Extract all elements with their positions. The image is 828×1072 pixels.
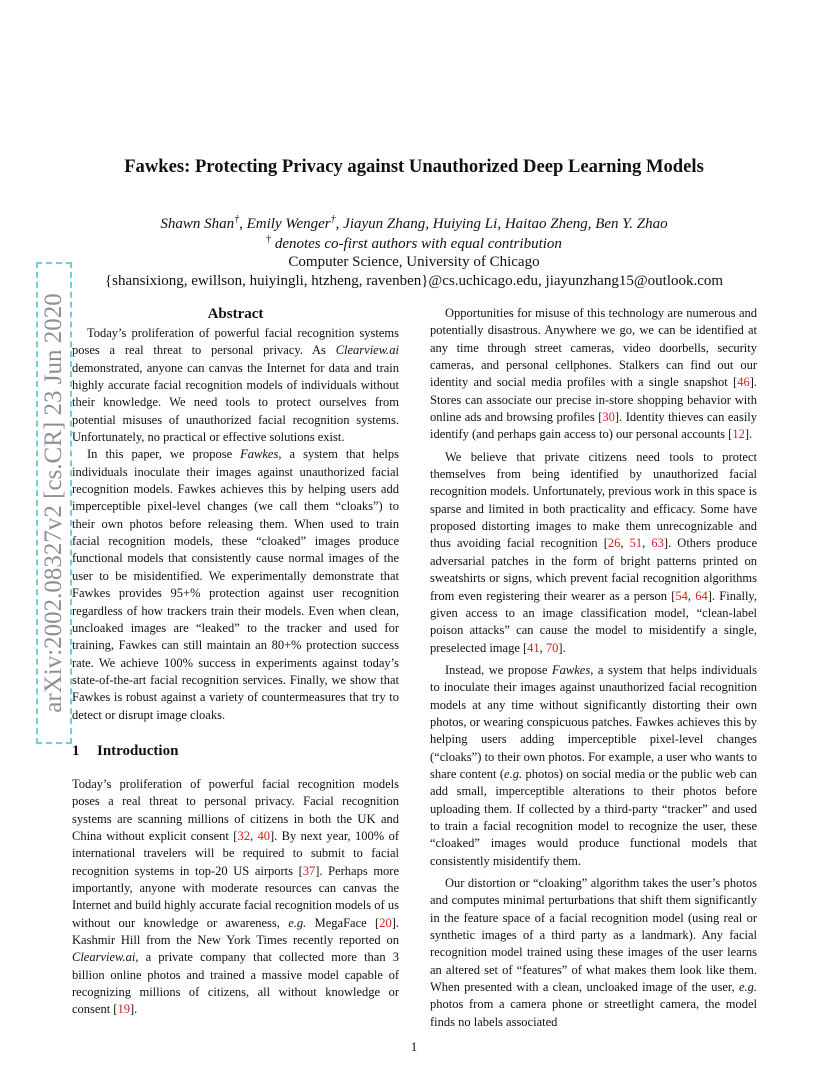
- contribution-text: denotes co-first authors with equal contribution: [271, 236, 562, 252]
- emphasis: Clearview.ai: [72, 950, 136, 965]
- citation-link[interactable]: 20: [379, 915, 392, 930]
- text-run: , a system that helps individuals to inoculate their images against unauthorized facial recognition models at any time without significantly distorting their own photos, or wearing conspicuous patches. Fawkes achieves this by helping users adding imperceptible pixel-level changes (“cloaks”) to their own photos. For example, a user who wants to share content (: [430, 662, 757, 781]
- text-run: photos) on social media or the public web can add small, imperceptible alterations to their photos before uploading them. If collected by a third-party “tracker” and used to train a facial recognition model to recognize the user, these “cloaked” images would produce functional models that consistently misidentify them.: [430, 766, 757, 868]
- page-number: 1: [410, 1039, 418, 1054]
- arxiv-stamp: [18, 262, 67, 744]
- text-run: ]. Perhaps more importantly, anyone with moderate resources can canvas the Internet and build highly accurate facial recognition models of us without our knowledge or awareness,: [72, 863, 399, 930]
- text-run: photos from a camera phone or streetlight camera, the model finds no labels associated: [430, 997, 757, 1029]
- citation-link[interactable]: 70: [545, 640, 559, 655]
- text-run: ]. By next year, 100% of international travelers will be required to submit to facial recognition systems in top-20 US airports [: [72, 828, 400, 878]
- text-run: ,: [687, 588, 696, 603]
- author-names-rest: , Jiayun Zhang, Huiying Li, Haitao Zheng, Ben Y. Zhao: [335, 216, 668, 232]
- text-run: Our distortion or “cloaking” algorithm takes the user’s photos and computes minimal perturbations that shift them significantly in the feature space of a facial recognition model (using real or synthetic images of a third party as a landmark). Any facial recognition model trained using these images of the user learns an altered set of “features” of what makes them look like them. When presented with a clean, uncloaked image of the user,: [430, 876, 757, 995]
- section-title: Introduction: [97, 742, 179, 759]
- citation-link[interactable]: 54: [675, 588, 688, 603]
- text-run: ,: [249, 828, 258, 843]
- co-first-mark: †: [330, 214, 336, 225]
- text-run: , a private company that collected more than 3 billion online photos and trained a massive model capable of recognizing millions of citizens, all without knowledge or consent [: [72, 950, 399, 1017]
- author-separator: ,: [239, 216, 247, 232]
- text-run: Today’s proliferation of powerful facial recognition models poses a real threat to personal privacy. Facial recognition systems are scanning millions of citizens in both the UK and China without explicit consent [: [72, 776, 399, 843]
- affiliation: Computer Science, University of Chicago: [288, 254, 540, 270]
- text-run: ].: [129, 1002, 138, 1017]
- text-run: ]. Others produce adversarial patches in the form of bright patterns printed on sweatshirts or signs, which prevent facial recognition algorithms from even registering their wearer as a person [: [430, 536, 758, 603]
- emphasis: Fawkes: [552, 662, 591, 677]
- author-list: [0, 214, 828, 233]
- citation-link[interactable]: 63: [651, 536, 664, 551]
- text-run: Opportunities for misuse of this technology are numerous and potentially disastrous. Anywhere we go, we can be identified at any time through street cameras, video doorbells, security cameras, and personal cellphones. Stalkers can find out our identity and social media profiles with a single snapshot [: [430, 306, 757, 390]
- emphasis: e.g.: [738, 980, 757, 995]
- emphasis: e.g.: [504, 766, 523, 781]
- text-run: , a system that helps individuals inoculate their images against unauthorized facial recognition models. Fawkes achieves this by helping users add imperceptible pixel-level changes (we call them “cloaks”) to their own photos before releasing them. When used to train facial recognition models, these “cloaked” images produce functional models that consistently cause normal images of the user to be misidentified. We experimentally demonstrate that Fawkes provides 95+% protection against user recognition regardless of how trackers train their models. Even when clean, uncloaked images are “leaked” to the tracker and used for training, Fawkes can still maintain an 80+% protection success rate. We achieve 100% success in experiments against today’s state-of-the-art facial recognition services. Finally, we show that Fawkes is robust against a variety of countermeasures that try to detect or disrupt image cloaks.: [72, 447, 399, 722]
- text-run: demonstrated, anyone can canvas the Internet for data and train highly accurate facial recognition models of individuals without their knowledge. We need tools to protect ourselves from potential misuses of unauthorized facial recognition systems. Unfortunately, no practical or effective solutions exist.: [72, 360, 399, 445]
- text-run: We believe that private citizens need tools to protect themselves from being identified by unauthorized facial recognition models. Unfortunately, previous work in this space is sparse and limited in both practicality and efficacy. Some have proposed distorting images to make them unrecognizable and thus avoiding facial recognition [: [430, 449, 757, 551]
- abstract-paragraph: [72, 325, 399, 446]
- section-number: 1: [72, 742, 80, 759]
- text-run: ]. Identity thieves can easily identify (and perhaps gain access to) our personal accounts [: [430, 410, 758, 442]
- emphasis: Clearview.ai: [335, 343, 399, 358]
- citation-link[interactable]: 30: [602, 410, 615, 425]
- text-run: In this paper, we propose: [87, 447, 241, 462]
- paper-title: Fawkes: Protecting Privacy against Unauthorized Deep Learning Models: [124, 156, 704, 177]
- author-name: Shawn Shan: [160, 216, 235, 232]
- emphasis: Fawkes: [240, 447, 279, 462]
- arxiv-identifier[interactable]: arXiv:2002.08327v2 [cs.CR] 23 Jun 2020: [36, 262, 72, 744]
- text-run: MegaFace [: [306, 915, 380, 930]
- contribution-note: [0, 234, 828, 253]
- citation-link[interactable]: 51: [629, 536, 643, 551]
- text-run: ].: [558, 640, 566, 655]
- abstract-heading: Abstract: [207, 306, 264, 322]
- citation-link[interactable]: 41: [527, 640, 540, 655]
- text-run: ,: [620, 536, 630, 551]
- text-run: Today’s proliferation of powerful facial recognition systems poses a real threat to personal privacy. As: [72, 326, 399, 358]
- citation-link[interactable]: 40: [257, 828, 270, 843]
- citation-link[interactable]: 12: [732, 427, 745, 442]
- author-emails: {shansixiong, ewillson, huiyingli, htzheng, ravenben}@cs.uchicago.edu, jiayunzhang15@outlook.com: [104, 273, 724, 289]
- abstract-paragraph: [72, 446, 399, 724]
- citation-link[interactable]: 37: [302, 863, 316, 878]
- body-paragraph: [430, 875, 757, 1031]
- text-run: ,: [539, 640, 546, 655]
- citation-link[interactable]: 32: [237, 828, 250, 843]
- right-column: [430, 305, 757, 1031]
- text-run: ]. Stores can associate our precise in-store shopping behavior with online ads and browsing profiles [: [430, 375, 757, 425]
- author-name: Emily Wenger: [246, 216, 331, 232]
- section-heading: [72, 741, 399, 761]
- citation-link[interactable]: 46: [737, 375, 750, 390]
- text-run: ]. Finally, given access to an image classification model, “clean-label poison attacks” can cause the model to misidentify a single, preselected image [: [430, 588, 757, 655]
- text-run: ]. Kashmir Hill from the New York Times recently reported on: [72, 915, 399, 947]
- emphasis: e.g.: [288, 915, 307, 930]
- body-paragraph: [430, 305, 757, 444]
- citation-link[interactable]: 26: [607, 536, 621, 551]
- body-paragraph: [430, 449, 757, 657]
- text-run: ,: [642, 536, 652, 551]
- body-paragraph: [430, 662, 757, 870]
- contribution-mark: †: [266, 234, 272, 245]
- text-run: Instead, we propose: [445, 662, 553, 677]
- citation-link[interactable]: 64: [695, 588, 708, 603]
- intro-paragraph: [72, 776, 399, 1019]
- co-first-mark: †: [234, 214, 240, 225]
- text-run: ].: [744, 427, 753, 442]
- left-column: [72, 305, 399, 1019]
- citation-link[interactable]: 19: [117, 1002, 130, 1017]
